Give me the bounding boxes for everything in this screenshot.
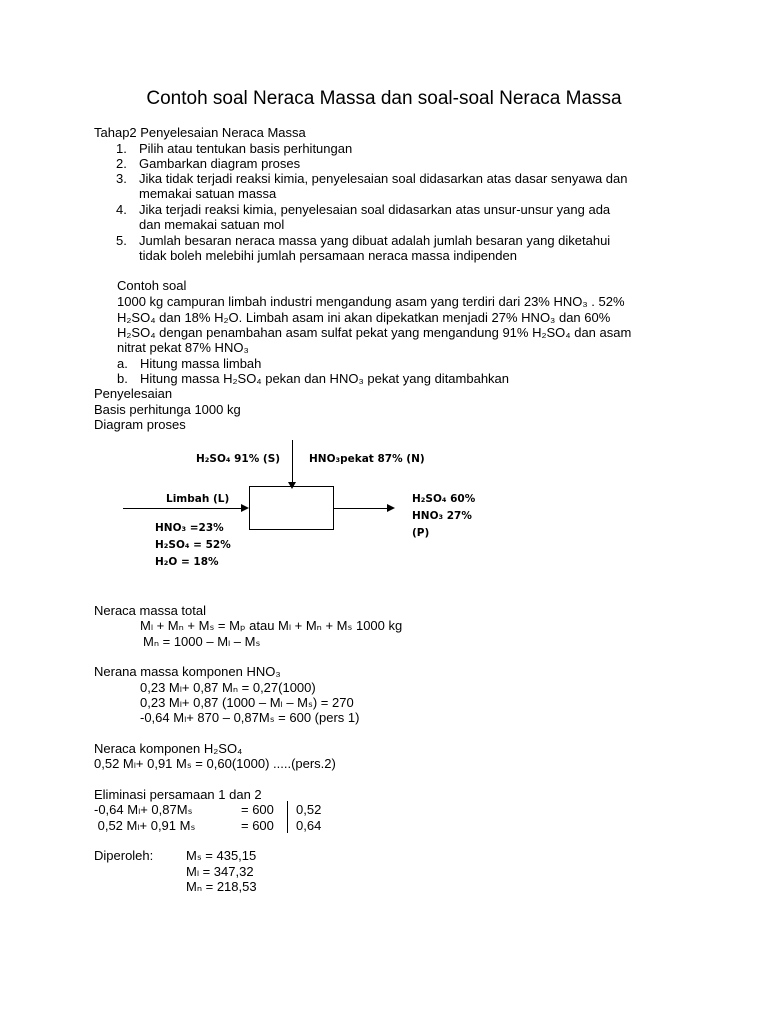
total-balance-heading: Neraca massa total (94, 603, 206, 618)
question-label: b. (117, 371, 128, 386)
problem-line: H₂SO₄ dengan penambahan asam sulfat pekat yang mengandung 91% H₂SO₄ dan asam (117, 325, 632, 340)
solution-heading: Penyelesaian (94, 386, 173, 401)
result-value: Mₗ = 347,32 (186, 864, 254, 879)
problem-line: H₂SO₄ dan 18% H₂O. Limbah asam ini akan dipekatkan menjadi 27% HNO₃ dan 60% (117, 310, 611, 325)
step-number: 2. (116, 156, 127, 171)
step-number: 3. (116, 171, 127, 186)
elimination-lhs: -0,64 Mₗ+ 0,87Mₛ (94, 802, 193, 817)
step-text: dan memakai satuan mol (139, 217, 285, 232)
p-composition: HNO₃ 27% (412, 510, 472, 522)
step-text: Pilih atau tentukan basis perhitungan (139, 141, 353, 156)
process-unit-box (249, 486, 334, 530)
step-text: Gambarkan diagram proses (139, 156, 301, 171)
stream-s-label: H₂SO₄ 91% (S) (196, 453, 281, 465)
stream-l-label: Limbah (L) (166, 493, 230, 505)
stream-p-arrow-line (333, 508, 389, 509)
stages-heading: Tahap2 Penyelesaian Neraca Massa (94, 125, 306, 140)
step-text: memakai satuan massa (139, 186, 277, 201)
step-number: 5. (116, 233, 127, 248)
stream-n-label: HNO₃pekat 87% (N) (309, 453, 425, 465)
arrow-right-icon (387, 504, 395, 512)
elimination-factor: 0,64 (296, 818, 322, 833)
step-text: Jika tidak terjadi reaksi kimia, penyelesaian soal didasarkan atas dasar senyawa dan (139, 171, 628, 186)
stream-n-arrow-line (292, 440, 293, 484)
page-title: Contoh soal Neraca Massa dan soal-soal Neraca Massa (146, 88, 622, 109)
question-text: Hitung massa H₂SO₄ pekan dan HNO₃ pekat yang ditambahkan (140, 371, 510, 386)
step-number: 1. (116, 141, 127, 156)
p-composition: (P) (412, 527, 430, 539)
question-text: Hitung massa limbah (140, 356, 262, 371)
h2so4-balance-heading: Neraca komponen H₂SO₄ (94, 741, 243, 756)
question-label: a. (117, 356, 128, 371)
hno3-balance-heading: Nerana massa komponen HNO₃ (94, 664, 281, 679)
diagram-label: Diagram proses (94, 417, 186, 432)
result-value: Mₙ = 218,53 (186, 879, 257, 894)
elimination-divider (287, 801, 288, 833)
example-heading: Contoh soal (117, 278, 187, 293)
l-composition: HNO₃ =23% (155, 522, 224, 534)
result-value: Mₛ = 435,15 (186, 848, 257, 863)
elimination-factor: 0,52 (296, 802, 322, 817)
l-composition: H₂SO₄ = 52% (155, 539, 231, 551)
step-text: Jumlah besaran neraca massa yang dibuat adalah jumlah besaran yang diketahui (139, 233, 611, 248)
result-label: Diperoleh: (94, 848, 154, 863)
problem-line: 1000 kg campuran limbah industri mengandung asam yang terdiri dari 23% HNO₃ . 52% (117, 294, 625, 309)
arrow-right-icon (241, 504, 249, 512)
elimination-rhs: = 600 (241, 802, 274, 817)
equation-line: 0,23 Mₗ+ 0,87 Mₙ = 0,27(1000) (140, 680, 316, 695)
equation-line: -0,64 Mₗ+ 870 – 0,87Mₛ = 600 (pers 1) (140, 710, 360, 725)
elimination-rhs: = 600 (241, 818, 274, 833)
equation-line: 0,23 Mₗ+ 0,87 (1000 – Mₗ – Mₛ) = 270 (140, 695, 354, 710)
elimination-heading: Eliminasi persamaan 1 dan 2 (94, 787, 262, 802)
basis-line: Basis perhitunga 1000 kg (94, 402, 241, 417)
equation-line: Mₗ + Mₙ + Mₛ = Mₚ atau Mₗ + Mₙ + Mₛ 1000 kg (140, 618, 403, 633)
l-composition: H₂O = 18% (155, 556, 219, 568)
elimination-lhs: 0,52 Mₗ+ 0,91 Mₛ (94, 818, 196, 833)
p-composition: H₂SO₄ 60% (412, 493, 476, 505)
stream-l-arrow-line (123, 508, 243, 509)
step-text: tidak boleh melebihi jumlah persamaan neraca massa indipenden (139, 248, 517, 263)
problem-line: nitrat pekat 87% HNO₃ (117, 340, 249, 355)
step-number: 4. (116, 202, 127, 217)
equation-line: 0,52 Mₗ+ 0,91 Mₛ = 0,60(1000) .....(pers.2) (94, 756, 336, 771)
step-text: Jika terjadi reaksi kimia, penyelesaian soal didasarkan atas unsur-unsur yang ada (139, 202, 611, 217)
equation-line: Mₙ = 1000 – Mₗ – Mₛ (143, 634, 261, 649)
